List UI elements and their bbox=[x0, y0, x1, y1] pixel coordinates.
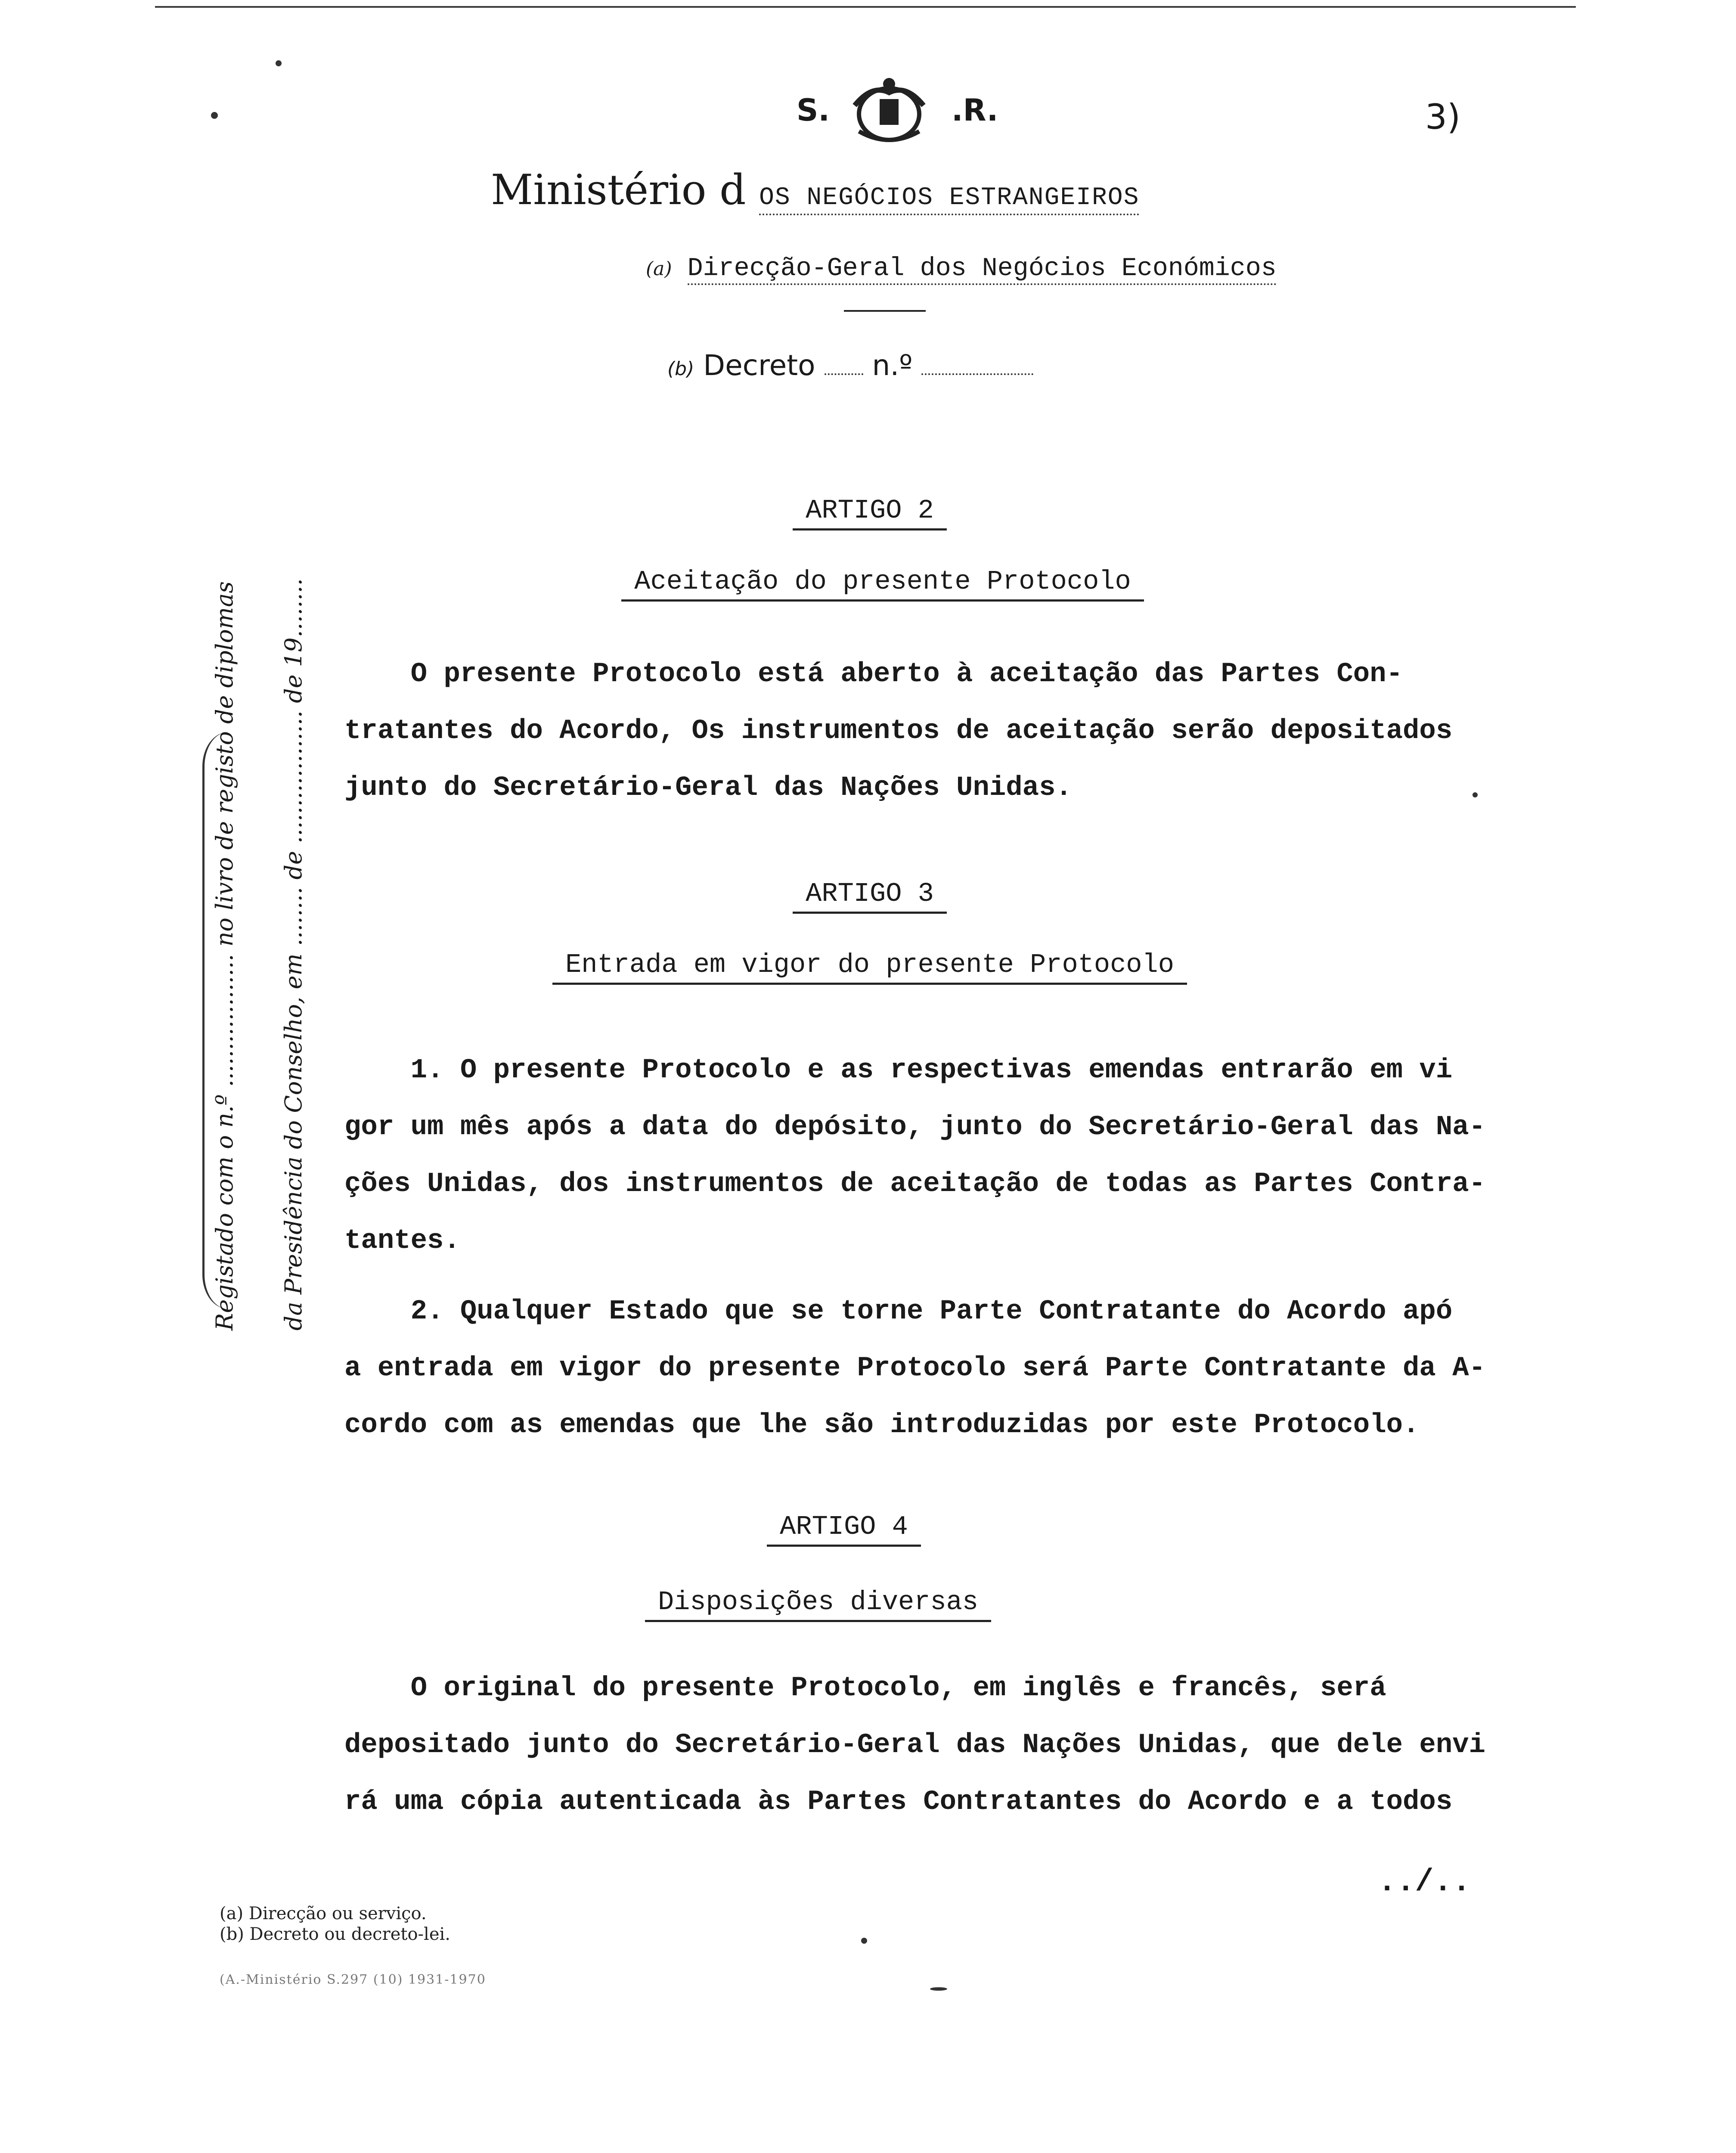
printer-imprint: (A.-Ministério S.297 (10) 1931-1970 bbox=[220, 1972, 486, 1987]
scan-speck bbox=[276, 60, 282, 66]
article-3-paragraph-2: 2. Qualquer Estado que se torne Parte Contratante do Acordo apó a entrada em vigor do presente Protocolo será Parte Contratante da A- cordo com as emendas que lhe são introduzidas por este Protocolo. bbox=[344, 1296, 1486, 1441]
decreto-blank bbox=[825, 369, 863, 375]
scan-speck bbox=[861, 1938, 867, 1944]
footnote-a: (a) Direcção ou serviço. bbox=[220, 1904, 427, 1923]
article-3-subtitle: Entrada em vigor do presente Protocolo bbox=[512, 949, 1227, 980]
direction-line bbox=[646, 254, 1277, 283]
top-border-line bbox=[155, 6, 1576, 8]
footnotes bbox=[220, 1903, 450, 1945]
decreto-label: (b) bbox=[667, 358, 694, 380]
article-4-subtitle: Disposições diversas bbox=[594, 1587, 1042, 1617]
header-divider bbox=[844, 310, 926, 312]
article-4-heading: ARTIGO 4 bbox=[749, 1511, 939, 1542]
continued-mark: ../.. bbox=[1378, 1864, 1471, 1900]
header-s-letter: S. bbox=[797, 93, 830, 128]
direction-value: Direcção-Geral dos Negócios Económicos bbox=[688, 254, 1277, 285]
page-number: 3) bbox=[1425, 97, 1461, 137]
article-2-heading: ARTIGO 2 bbox=[775, 495, 964, 526]
footnote-b: (b) Decreto ou decreto-lei. bbox=[220, 1924, 451, 1944]
article-4-paragraph: O original do presente Protocolo, em inglês e francês, será depositado junto do Secretário-Geral das Nações Unidas, que dele envi rá uma cópia autenticada às Partes Contratantes do Acordo e a todos bbox=[344, 1673, 1486, 1818]
header-r-letter: .R. bbox=[952, 93, 998, 128]
scan-speck bbox=[930, 1987, 947, 1991]
decreto-text: Decreto bbox=[703, 349, 815, 382]
decreto-number-label: n.º bbox=[872, 349, 913, 382]
direction-label: (a) bbox=[646, 258, 672, 280]
margin-note-line-2: da Presidência do Conselho, em ........ de .................. de 19........ bbox=[280, 578, 307, 1331]
article-3-heading: ARTIGO 3 bbox=[775, 878, 964, 909]
margin-note-line-1: Registado com o n.º .................. no livro de registo de diplomas bbox=[211, 581, 238, 1331]
scan-speck bbox=[1472, 792, 1478, 797]
ministry-title-suffix: OS NEGÓCIOS ESTRANGEIROS bbox=[759, 184, 1139, 215]
article-3-paragraph-1: 1. O presente Protocolo e as respectivas emendas entrarão em vi gor um mês após a data do depósito, junto do Secretário-Geral das Na- ções Unidas, dos instrumentos de aceitação de todas as Partes Contra- tantes. bbox=[344, 1055, 1486, 1256]
article-2-subtitle: Aceitação do presente Protocolo bbox=[594, 566, 1171, 597]
coat-of-arms-icon bbox=[846, 75, 932, 149]
decreto-number-blank bbox=[921, 369, 1033, 375]
article-2-paragraph: O presente Protocolo está aberto à aceitação das Partes Con- tratantes do Acordo, Os instrumentos de aceitação serão depositados junto do Secretário-Geral das Nações Unidas. bbox=[344, 659, 1453, 803]
ministry-title bbox=[491, 166, 1292, 214]
ministry-title-prefix: Ministério d bbox=[491, 166, 746, 214]
decreto-line bbox=[667, 349, 1033, 382]
registration-margin-note bbox=[181, 555, 344, 1331]
scan-speck bbox=[211, 112, 218, 119]
